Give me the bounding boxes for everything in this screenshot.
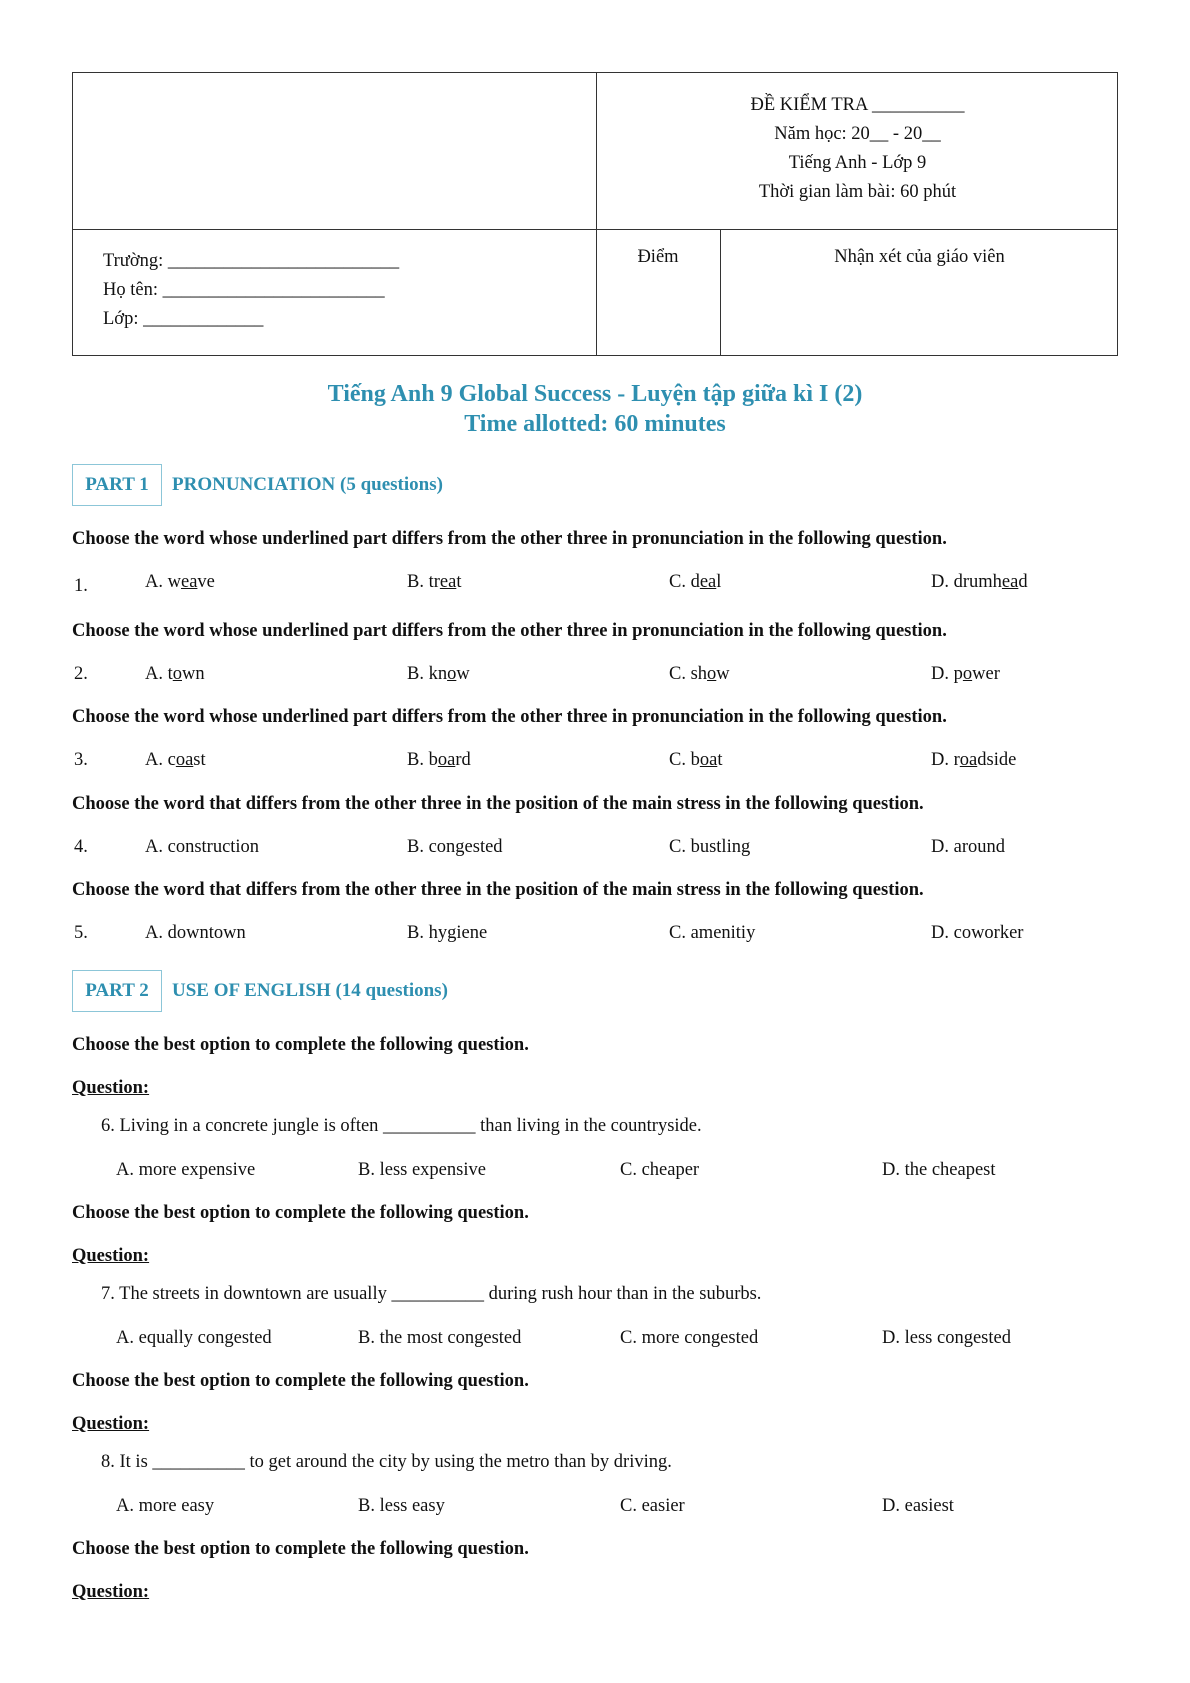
question-number: 3. xyxy=(74,750,88,770)
option-text: t xyxy=(456,572,462,592)
option-text: l xyxy=(716,572,722,592)
underlined-part: ea xyxy=(180,572,198,592)
option-text: A. w xyxy=(145,572,181,592)
underlined-part: ea xyxy=(1001,572,1019,592)
question-number: 5. xyxy=(74,923,88,943)
option-text: D. p xyxy=(931,664,963,684)
answer-option: C. more congested xyxy=(620,1328,759,1348)
answer-option xyxy=(669,837,750,858)
option-text: B. tr xyxy=(407,572,440,592)
option-text: D. r xyxy=(931,750,960,770)
option-text: w xyxy=(456,664,470,684)
question-instruction: Choose the word that differs from the other three in the position of the main stress in the following question. xyxy=(72,880,924,900)
subject: Tiếng Anh - Lớp 9 xyxy=(788,153,927,173)
name-field: Họ tên: ________________________ xyxy=(103,280,385,300)
option-text: C. d xyxy=(669,572,700,592)
option-text: dside xyxy=(977,750,1017,770)
exam-header-table xyxy=(72,72,1118,356)
answer-option xyxy=(669,572,721,593)
underlined-part: oa xyxy=(175,750,194,770)
question-label: Question: xyxy=(72,1414,150,1434)
part-1-badge: PART 1 xyxy=(72,464,162,506)
question-instruction: Choose the best option to complete the following question. xyxy=(72,1203,529,1223)
underlined-part: oa xyxy=(437,750,456,770)
option-text: A. t xyxy=(145,664,173,684)
option-text: ve xyxy=(197,572,215,592)
answer-option: D. less congested xyxy=(882,1328,1011,1348)
teacher-comment-label: Nhận xét của giáo viên xyxy=(834,247,1005,267)
page-title: Tiếng Anh 9 Global Success - Luyện tập giữa kì I (2) xyxy=(327,381,863,407)
option-text: B. hygiene xyxy=(407,923,488,943)
answer-option xyxy=(931,572,1028,593)
answer-option xyxy=(669,923,755,944)
question-label: Question: xyxy=(72,1078,150,1098)
answer-option xyxy=(407,664,470,685)
option-text: D. drumh xyxy=(931,572,1002,592)
option-text: D. coworker xyxy=(931,923,1024,943)
part-2-badge: PART 2 xyxy=(72,970,162,1012)
option-text: C. bustling xyxy=(669,837,751,857)
underlined-part: ea xyxy=(439,572,457,592)
answer-option xyxy=(669,750,722,771)
answer-option xyxy=(145,572,215,593)
option-text: rd xyxy=(455,750,471,770)
option-text: C. amenitiy xyxy=(669,923,756,943)
answer-option: B. the most congested xyxy=(358,1328,522,1348)
option-text: A. c xyxy=(145,750,176,770)
question-instruction: Choose the best option to complete the following question. xyxy=(72,1539,529,1559)
question-instruction: Choose the word that differs from the other three in the position of the main stress in the following question. xyxy=(72,794,924,814)
question-number: 1. xyxy=(74,576,88,596)
class-field: Lớp: _____________ xyxy=(103,309,264,329)
option-text: A. construction xyxy=(145,837,260,857)
underlined-part: oa xyxy=(959,750,978,770)
score-label: Điểm xyxy=(637,247,679,267)
underlined-part: o xyxy=(962,664,973,684)
answer-option: D. the cheapest xyxy=(882,1160,996,1180)
underlined-part: oa xyxy=(699,750,718,770)
option-text: C. sh xyxy=(669,664,708,684)
option-text: D. around xyxy=(931,837,1005,857)
underlined-part: o xyxy=(707,664,717,684)
question-instruction: Choose the word whose underlined part differs from the other three in pronunciation in the following question. xyxy=(72,707,947,727)
answer-option xyxy=(669,664,730,685)
answer-option xyxy=(931,837,1005,858)
question-instruction: Choose the best option to complete the following question. xyxy=(72,1035,529,1055)
answer-option: D. easiest xyxy=(882,1496,954,1516)
table-divider xyxy=(73,229,1117,230)
answer-option xyxy=(931,750,1016,771)
student-info xyxy=(103,247,399,334)
question-label: Question: xyxy=(72,1246,150,1266)
answer-option xyxy=(407,572,461,593)
option-text: C. b xyxy=(669,750,700,770)
school-field: Trường: _________________________ xyxy=(103,251,400,271)
answer-option xyxy=(407,923,487,944)
option-text: B. b xyxy=(407,750,438,770)
answer-option: C. easier xyxy=(620,1496,685,1516)
page-subtitle: Time allotted: 60 minutes xyxy=(464,411,726,437)
answer-option xyxy=(407,837,503,858)
question-instruction: Choose the best option to complete the following question. xyxy=(72,1371,529,1391)
answer-option xyxy=(145,664,205,685)
question-number: 4. xyxy=(74,837,88,857)
question-stem: 7. The streets in downtown are usually __________ during rush hour than in the suburbs. xyxy=(101,1284,762,1304)
answer-option xyxy=(145,750,206,771)
answer-option xyxy=(931,923,1023,944)
underlined-part: o xyxy=(172,664,182,684)
part-1-title: PRONUNCIATION (5 questions) xyxy=(172,474,443,495)
exam-info xyxy=(596,91,1119,207)
option-text: d xyxy=(1018,572,1028,592)
option-text: wer xyxy=(972,664,1000,684)
question-instruction: Choose the word whose underlined part differs from the other three in pronunciation in the following question. xyxy=(72,529,947,549)
option-text: B. kn xyxy=(407,664,448,684)
answer-option: C. cheaper xyxy=(620,1160,700,1180)
option-text: B. congested xyxy=(407,837,503,857)
exam-title: ĐỀ KIỂM TRA __________ xyxy=(750,95,965,115)
question-instruction: Choose the word whose underlined part differs from the other three in pronunciation in the following question. xyxy=(72,621,947,641)
answer-option xyxy=(931,664,1000,685)
answer-option xyxy=(145,923,246,944)
option-text: w xyxy=(716,664,730,684)
answer-option: A. equally congested xyxy=(116,1328,272,1348)
option-text: A. downtown xyxy=(145,923,246,943)
answer-option: A. more expensive xyxy=(116,1160,256,1180)
answer-option xyxy=(145,837,259,858)
question-stem: 8. It is __________ to get around the city by using the metro than by driving. xyxy=(101,1452,672,1472)
option-text: st xyxy=(193,750,206,770)
question-label: Question: xyxy=(72,1582,150,1602)
option-text: t xyxy=(717,750,723,770)
duration: Thời gian làm bài: 60 phút xyxy=(758,182,957,202)
underlined-part: ea xyxy=(699,572,717,592)
option-text: wn xyxy=(182,664,205,684)
part-2-title: USE OF ENGLISH (14 questions) xyxy=(172,980,448,1001)
answer-option: B. less expensive xyxy=(358,1160,486,1180)
answer-option: B. less easy xyxy=(358,1496,445,1516)
question-number: 2. xyxy=(74,664,88,684)
answer-option xyxy=(407,750,471,771)
answer-option: A. more easy xyxy=(116,1496,215,1516)
question-stem: 6. Living in a concrete jungle is often __________ than living in the countryside. xyxy=(101,1116,702,1136)
underlined-part: o xyxy=(447,664,457,684)
school-year: Năm học: 20__ - 20__ xyxy=(774,124,941,144)
